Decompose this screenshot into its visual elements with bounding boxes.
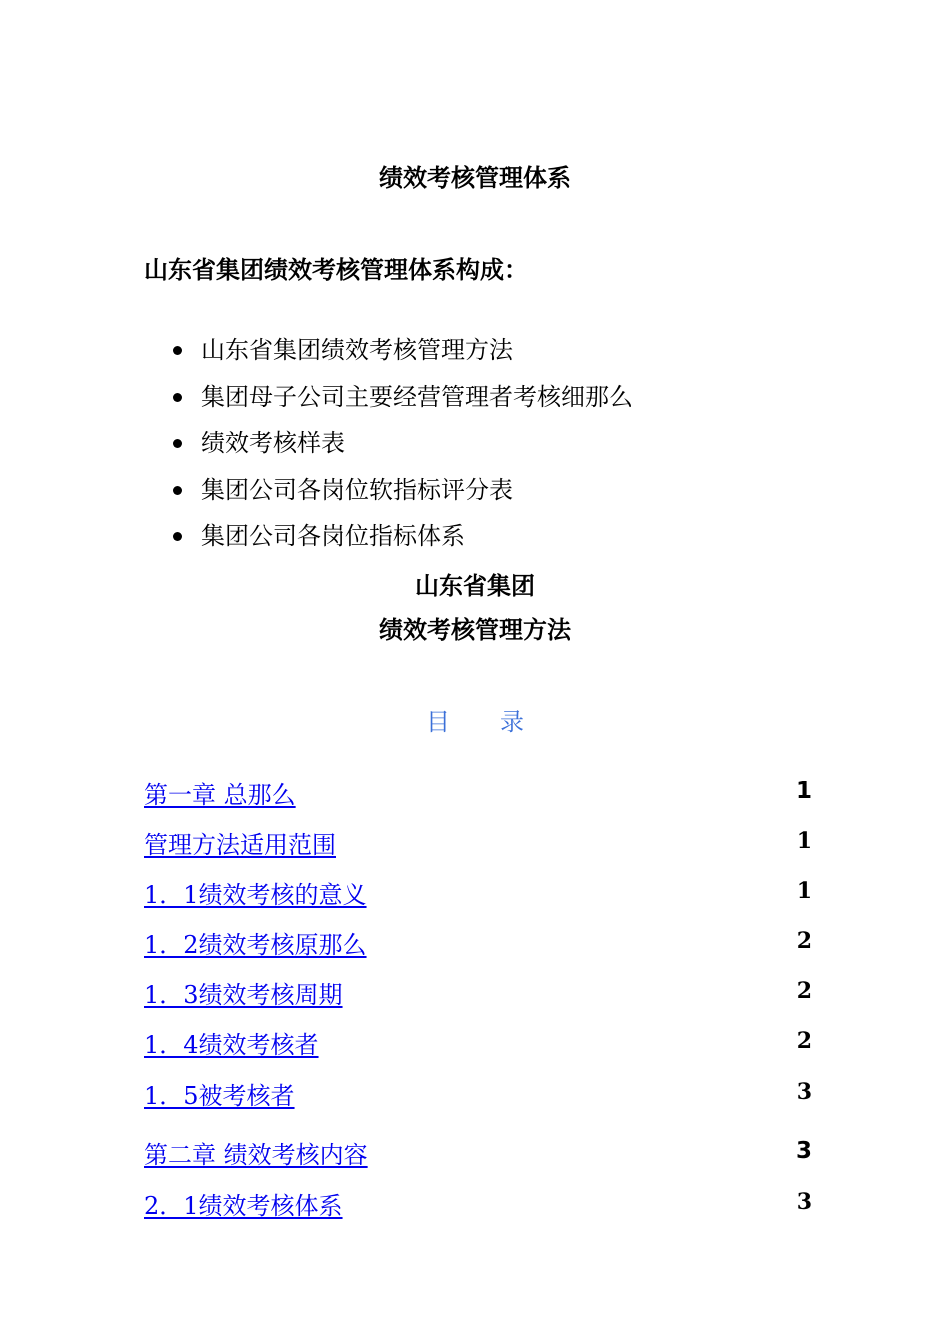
list-item-text: 绩效考核样表 xyxy=(201,429,345,457)
list-item xyxy=(170,426,633,473)
list-item xyxy=(170,519,633,566)
toc-page-number: 3 xyxy=(795,1138,812,1164)
toc-title-right: 录 xyxy=(500,708,524,736)
toc-page-number: 3 xyxy=(796,1079,812,1105)
section-subtitle: 山东省集团绩效考核管理体系构成： xyxy=(144,256,528,284)
toc-link-scope[interactable]: 管理方法适用范围 xyxy=(144,831,336,859)
toc-link-2-1[interactable]: 2．1绩效考核体系 xyxy=(144,1192,343,1220)
document-title: 绩效考核管理体系 xyxy=(379,164,571,192)
toc-title-left: 目 xyxy=(426,708,450,736)
toc-link-chapter-1[interactable]: 第一章 总那么 xyxy=(144,781,296,809)
toc-page-number: 2 xyxy=(796,928,812,954)
list-item-text: 山东省集团绩效考核管理方法 xyxy=(201,336,513,364)
toc-page-number: 2 xyxy=(796,1028,812,1054)
list-item xyxy=(170,380,633,427)
bullet-icon xyxy=(173,439,182,448)
toc-link-1-1[interactable]: 1．1绩效考核的意义 xyxy=(144,881,367,909)
list-item xyxy=(170,333,633,380)
bullet-icon xyxy=(173,486,182,495)
list-item xyxy=(170,473,633,520)
toc-page-number: 1 xyxy=(796,828,812,854)
toc-link-chapter-2[interactable]: 第二章 绩效考核内容 xyxy=(144,1141,368,1169)
toc-page-number: 2 xyxy=(796,978,812,1004)
list-item-text: 集团母子公司主要经营管理者考核细那么 xyxy=(201,382,633,411)
toc-link-1-2[interactable]: 1．2绩效考核原那么 xyxy=(144,931,367,959)
toc-link-1-4[interactable]: 1．4绩效考核者 xyxy=(144,1031,319,1059)
list-item-text: 集团公司各岗位指标体系 xyxy=(201,522,465,550)
bullet-icon xyxy=(173,532,182,541)
method-heading-line1: 山东省集团 xyxy=(415,572,535,600)
bullet-icon xyxy=(173,346,182,355)
toc-page-number: 3 xyxy=(796,1189,812,1215)
list-item-text: 集团公司各岗位软指标评分表 xyxy=(201,475,513,504)
toc-page-number: 1 xyxy=(796,878,812,904)
composition-list xyxy=(170,333,633,566)
bullet-icon xyxy=(173,393,182,402)
toc-link-1-5[interactable]: 1．5被考核者 xyxy=(144,1082,295,1110)
toc-page-number: 1 xyxy=(795,778,812,804)
method-heading-line2: 绩效考核管理方法 xyxy=(379,616,571,644)
toc-title xyxy=(0,702,950,737)
toc-link-1-3[interactable]: 1．3绩效考核周期 xyxy=(144,981,343,1009)
